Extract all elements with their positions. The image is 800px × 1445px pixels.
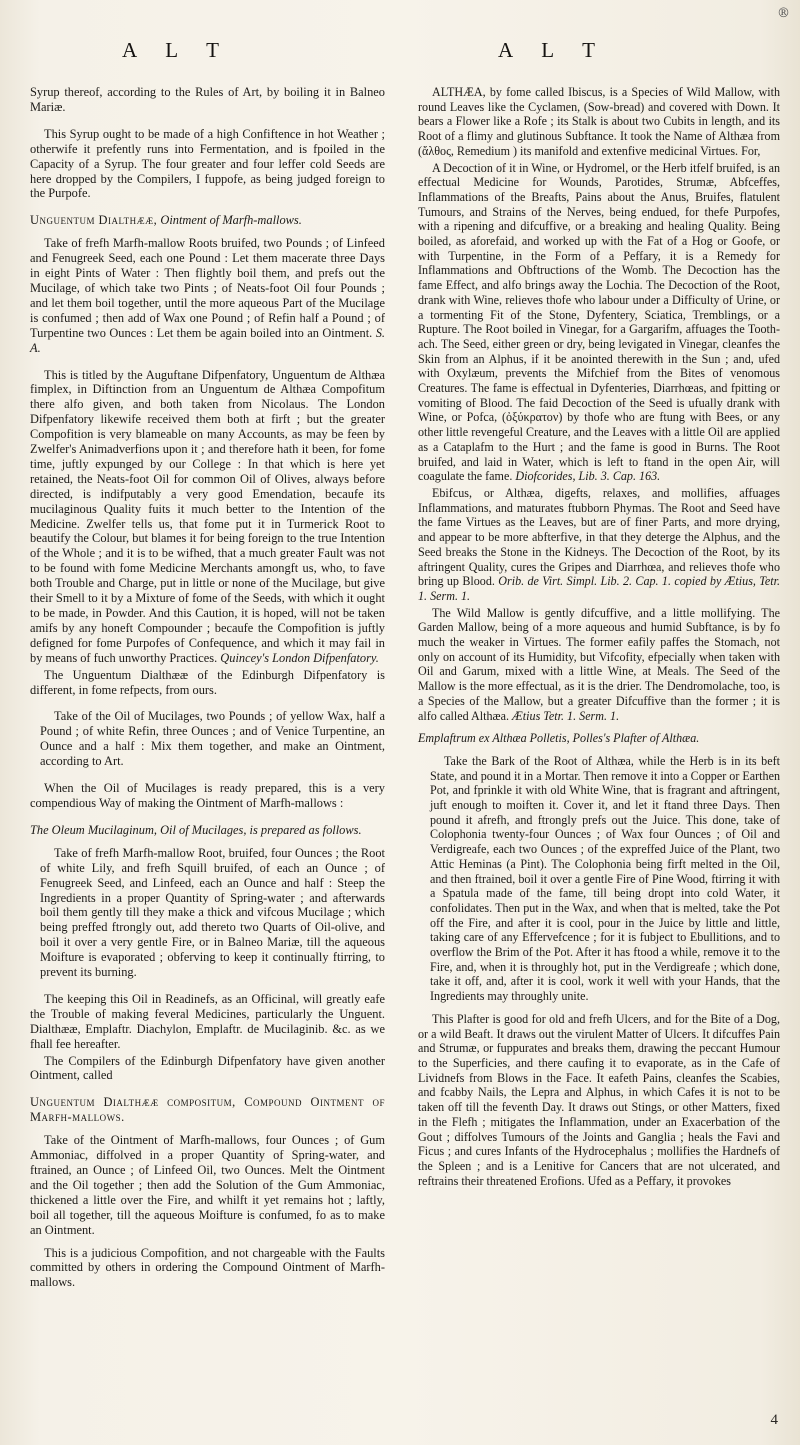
- section-heading: Unguentum Dialthææ compositum, Compound Ointment of Marfh-mallows.: [30, 1095, 385, 1125]
- commentary-text: This is titled by the Auguftane Difpenfatory, Unguentum de Althæa fimplex, in Diftinction from an Unguentum de Althæa Compofitum there alfo given, and both taken from Nicolaus. The London Difpenfatory likewife received them both at firft ; but the greater Compofition is very blameable on many Accounts, as may be feen by Zwelfer's Animadverfions upon it ; and therefore hath it been, for fome time, juftly expunged by our College : In that which is here yet retained, the Neats-foot Oil for common Oil of Olives, always before directed, is indifputably a very good Emendation, becaufe its mucilaginous Quality fuits it much better to the Intention of the Medicine. Zwelfer tells us, that fome put it in Turmerick Root to beautify the Colour, but blames it for being foreign to the true Intention of the Whole ; and it is to be wifhed, that a much greater Fault was not to be found with fome Medicine Merchants amongft us, who, to fave both Trouble and Charge, put in little or none of the Mucilage, but give their Smell to it by a Mixture of fome of the Seeds, with which it ought to be made, in Powder. And this Caution, it is hoped, will not be taken amifs by any honeft Compounder ; becaufe the Compofition is juftly defigned for fome Purpofes of Confequence, and which it may fail in by means of fuch unworthy Practices.: [30, 367, 385, 665]
- paragraph-reference: Orib. de Virt. Simpl. Lib. 2. Cap. 1. copied by Ætius, Tetr. 1. Serm. 1.: [418, 574, 781, 603]
- heading-lead: Unguentum Dialthææ,: [30, 213, 158, 228]
- recipe-paragraph: Take the Bark of the Root of Althæa, while the Herb is in its beft State, and pound it in a Mortar. Then remove it into a Copper or Earthen Pot, and fprinkle it with old White Wine, that is fragrant and aftringent, juft enough to moiften it. Cover it, and let it ftand three Days. Then pound it afrefh, and ftrongly prefs out the Juice. This done, take of Colophonia twenty-four Ounces ; of Wax four Ounces ; of Oil and Verdigreafe, each two Ounces ; of the expreffed Juice of the Plant, two Attic Heminas (a Pint). The Colophonia being firft melted in the Oil, and then ftrained, boil it over a gentle Fire of Pine Wood, ftirring it with a Spatula made of the fame, till being dropt into cold Water, it confolidates. Then put in the Wax, and when that is melted, take the Pot off the Fire, and after it is cool, pour in the Juice by little and little, taking care of any Effervefcence ; for it is fubject to Ebullitions, and to overflow the Brim of the Pot. After it has ftood a while, remove it to the Fire, and, when it is throughly hot, put in the Verdigreafe ; which done, take it off, and, after it is cool, work it well with your Hands, that the Ingredients may throughly unite.: [430, 753, 780, 1004]
- paragraph: The keeping this Oil in Readinefs, as an Officinal, will greatly eafe the Trouble of making feveral Medicines, particularly the Unguent. Dialthææ, Emplaftr. Diachylon, Emplaftr. de Mucilaginib. &c. as we fhall fee hereafter.: [30, 991, 385, 1051]
- running-head-left: A L T: [122, 38, 232, 62]
- recipe-signature: S. A.: [30, 325, 385, 355]
- paragraph-reference: Ætius Tetr. 1. Serm. 1.: [512, 708, 620, 723]
- paragraph: The Unguentum Dialthææ of the Edinburgh Difpenfatory is different, in fome refpects, from ours.: [30, 667, 385, 697]
- paragraph: Syrup thereof, according to the Rules of Art, by boiling it in Balneo Mariæ.: [30, 85, 385, 114]
- paragraph-text: A Decoction of it in Wine, or Hydromel, or the Herb itfelf bruifed, is an effectual Medicine for Wounds, Parotides, Strumæ, Abfceffes, Inflammations of the Breafts, Pains about the Anus, Bruifes, flatulent Tumours, and Strains of the Nerves, being endued, for thefe Purpofes, with a ripening and difcuffive, or a breaking and healing Quality. Being boiled, as aforefaid, and worked up with the Fat of a Hog or Goofe, or with Turpentine, in the Form of a Peffary, it is a Remedy for Inflammations and Obftructions of the Womb. The Decoction has the fame Effect, and alfo brings away the Lochia. The Decoction of the Root, drank with Wine, relieves thofe who labour under a Difficulty of Urine, or a tormenting Fit of the Stone, Dyfentery, Sciatica, Tremblings, or a Rupture. The Root boiled in Vinegar, for a Gargarifm, affuages the Tooth-ach. The Seed, either green or dry, being levigated in Vinegar, cleanfes the Skin from an Alphus, if it be anointed therewith in the Sun ; and, ufed with Oxylæum, prevents the Mifchief from the Bites of venomous Creatures. The fame is effectual in Dyfenteries, Diarrhœas, and fpitting or vomiting of Blood. The faid Decoction of the Seed is ufually drank with Wine, or Pofca, (ὀξύκρατον) by thofe who are ftung with Bees, or any other little revengeful Creature, and the Leaves with a little Oil are applied as a Cataplafm to the Hurt ; and the fame is good in Burns. The Root bruifed, and laid in Water, which is left to ftand in the open Air, will coagulate the fame.: [418, 160, 780, 484]
- section-heading: Emplaftrum ex Althæa Polletis, Polles's Plafter of Althæa.: [418, 731, 700, 746]
- entry-paragraph: ALTHÆA, by fome called Ibiscus, is a Species of Wild Mallow, with round Leaves like the Cyclamen, (Sow-bread) and covered with Down. It bears a Flower like a Rofe ; its Stalk is about two Cubits in length, and its Root of a flimy and glutinous Subftance. It took the Name of Althæa from (ἄλθος, Remedium ) its manifold and extenfive medicinal Virtues. For,: [418, 85, 780, 158]
- paragraph-text: The Wild Mallow is gently difcuffive, and a little mollifying. The Garden Mallow, being of a more aqueous and humid Subftance, is by fo much the weaker in Virtues. The former eafily paffes the Stomach, not only on account of its Humidity, but Vifcofity, efpecially when taken with Oil and Garum, mixed with a little Wine, at Meals. The Seed of the Mallow is the more effectual, as it is the drier. The Dendromolache, too, is a Species of the Mallow, but a greater Difcuffive than the former ; it is alfo called Althæa.: [418, 605, 780, 723]
- right-column: [418, 85, 780, 1190]
- paragraph-reference: Diofcorides, Lib. 3. Cap. 163.: [515, 469, 661, 484]
- paragraph: When the Oil of Mucilages is ready prepared, this is a very compendious Way of making the Ointment of Marfh-mallows :: [30, 781, 385, 810]
- paragraph: This Plafter is good for old and frefh Ulcers, and for the Bite of a Dog, or a wild Beaft. It draws out the virulent Matter of Ulcers. It difcuffes Pain and Strumæ, or fuppurates and breaks them, drawing the peccant Humour to the Superficies, and there caufing it to evaporate, as in the Cafe of Lividnefs from Blows in the Face. It eafeth Pains, cleanfes the Scabies, and fcabby Nails, the Lepra and Alphus, in which Cafes it is not to be taken off till the feventh Day. It draws out Stings, or other Matters, fixed in the Flefh ; mitigates the Inflammation, under an Exacerbation of the Gout ; diffolves Tumours of the Joints and Ganglia ; heals the Favi and Ficus ; and cures Infants of the Hydrocephalus ; mollifies the Hardnefs of the Spleen ; and is a Lenitive for Cancers that are not ulcerated, and reftrains their threatened Erofions. Ufed as a Peffary, it provokes: [418, 1011, 780, 1188]
- paragraph: [418, 161, 780, 484]
- paragraph: This is a judicious Compofition, and not chargeable with the Faults committed by others in ordering the Compound Ointment of Marfh-mallows.: [30, 1245, 385, 1290]
- recipe-text: Take of frefh Marfh-mallow Roots bruifed, two Pounds ; of Linfeed and Fenugreek Seed, each one Pound : Let them macerate three Days in eight Pints of Water : Then flightly boil them, and prefs out the Mucilage, of which take two Pints ; of Neats-foot Oil four Pounds ; and let them boil together, until the more aqueous Part of the Mucilage is confumed ; then add of Wax one Pound ; of Refin half a Pound ; of Turpentine two Ounces : Let them be again boiled into an Ointment.: [30, 236, 385, 340]
- running-head-right: A L T: [498, 38, 608, 62]
- recipe-paragraph: Take of frefh Marfh-mallow Root, bruifed, four Ounces ; the Root of white Lily, and frefh Squill bruifed, of each an Ounce ; of Fenugreek Seed, and Linfeed, each an Ounce and half : Steep the Ingredients in a proper Quantity of Spring-water ; and afterwards boil them gently till they make a thick and vifcous Mucilage ; which being preffed ftrongly out, add thereto two Quarts of Oil-olive, and boil it over a very gentle Fire, or in Balneo Mariæ, till the aqueous Moifture is evaporated ; obferving to keep it continually ftirring, to prevent its burning.: [40, 845, 385, 980]
- commentary-reference: Quincey's London Difpenfatory.: [220, 650, 379, 665]
- section-heading: [30, 213, 385, 228]
- paragraph: [418, 606, 780, 724]
- paragraph: This Syrup ought to be made of a high Confiftence in hot Weather ; otherwife it prefently runs into Fermentation, and is fpoiled in the Capacity of a Syrup. The four greater and four leffer cold Seeds are here dropped by the Compilers, I fuppofe, as being judged foreign to the Purpofe.: [30, 126, 385, 201]
- recipe-paragraph: Take of the Ointment of Marfh-mallows, four Ounces ; of Gum Ammoniac, diffolved in a proper Quantity of Spring-water, and ftrained, an Ounce ; of Linfeed Oil, two Ounces. Melt the Ointment and the Oil together ; then add the Solution of the Gum Ammoniac, thickened a little over the Fire, and whilft it yet remains hot ; laftly, boil all together, till the aqueous Moifture is confumed, fo as to make an Ointment.: [30, 1133, 385, 1237]
- corner-mark: ®: [777, 6, 790, 21]
- section-heading: The Oleum Mucilaginum, Oil of Mucilages, is prepared as follows.: [30, 822, 362, 837]
- recipe-paragraph: Take of the Oil of Mucilages, two Pounds ; of yellow Wax, half a Pound ; of white Refin, three Ounces ; and of Venice Turpentine, an Ounce and a half : Mix them together, and make an Ointment, according to Art.: [40, 709, 385, 769]
- paragraph-text: Ebifcus, or Althæa, digefts, relaxes, and mollifies, affuages Inflammations, and maturates ftubborn Phymas. The Root and Seed have the fame Virtues as the Leaves, but are of finer Parts, and more drying, and appear to be more abfterfive, in that they deterge the Alphus, and the Seed breaks the Stone in the Kidneys. The Decoction of the Root, by its aftringent Quality, cures the Gripes and Diarrhœa, and relieves thofe who bring up Blood.: [418, 485, 780, 589]
- page-number: 4: [770, 1412, 778, 1428]
- paragraph: [30, 368, 385, 666]
- left-column: [30, 85, 385, 1292]
- paragraph: The Compilers of the Edinburgh Difpenfatory have given another Ointment, called: [30, 1053, 385, 1083]
- heading-tail: Ointment of Marfh-mallows.: [160, 213, 302, 228]
- recipe-paragraph: [30, 236, 385, 355]
- paragraph: [418, 486, 780, 604]
